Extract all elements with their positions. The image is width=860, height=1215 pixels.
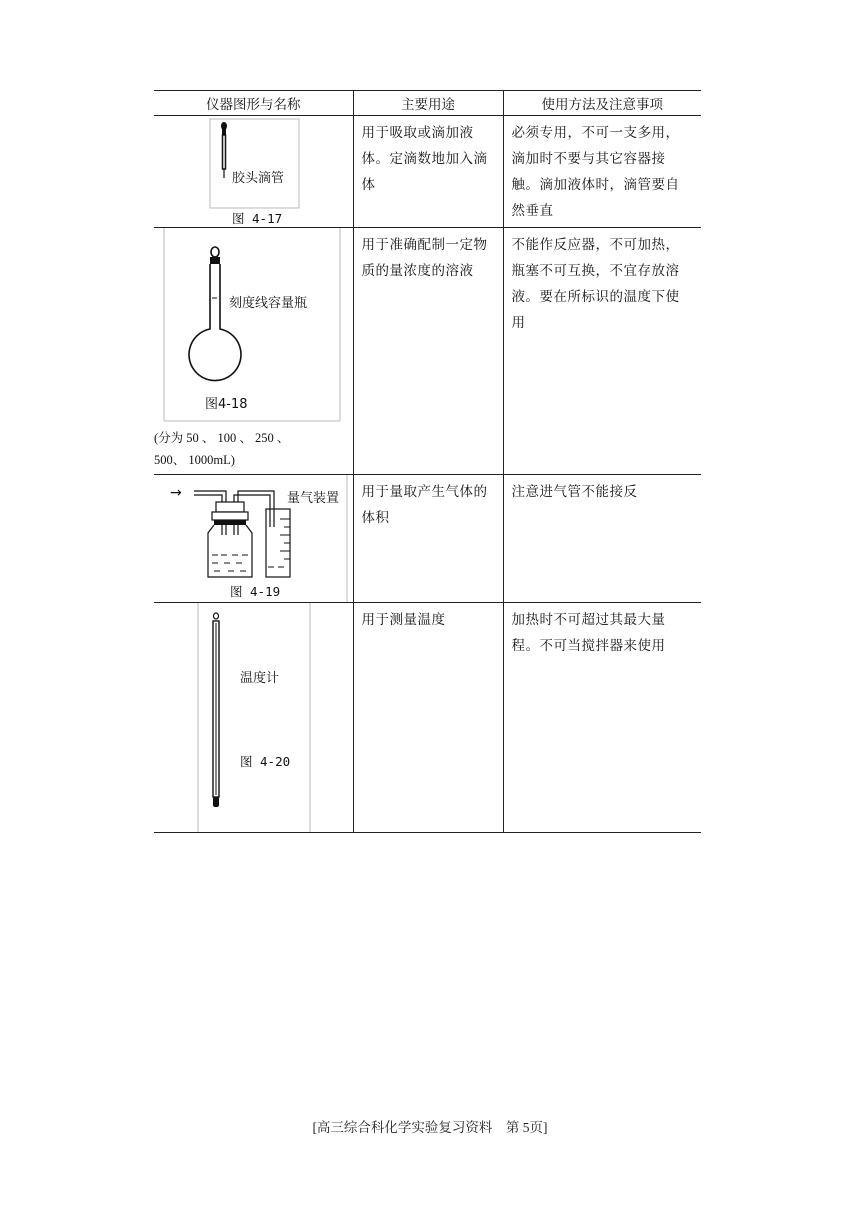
dropper-caption: 图 4-17 <box>232 211 283 226</box>
table-row-gas-apparatus <box>154 475 701 603</box>
header-use: 主要用途 <box>353 91 503 116</box>
volumetric-flask-sizes-line1: (分为 50 、 100 、 250 、 <box>154 431 290 445</box>
gas-apparatus-notes: 注意进气管不能接反 <box>503 475 701 603</box>
table-header-row <box>154 91 701 116</box>
table-row-volumetric-flask <box>154 228 701 475</box>
volumetric-flask-use: 用于准确配制一定物质的量浓度的溶液 <box>353 228 503 475</box>
volumetric-flask-notes: 不能作反应器，不可加热，瓶塞不可互换，不宜存放溶液。要在所标识的温度下使用 <box>503 228 701 475</box>
gas-apparatus-use: 用于量取产生气体的体积 <box>353 475 503 603</box>
figure-cell-thermometer <box>154 603 353 833</box>
header-instrument: 仪器图形与名称 <box>154 91 353 116</box>
gas-apparatus-caption: 图 4-19 <box>230 584 281 599</box>
gas-inlet-arrow: → <box>170 485 182 501</box>
figure-cell-gas-apparatus <box>154 475 353 603</box>
volumetric-flask-sizes-line2: 500、 1000mL) <box>154 453 235 467</box>
dropper-notes: 必须专用，不可一支多用，滴加时不要与其它容器接触。滴加液体时，滴管要自然垂直 <box>503 116 701 228</box>
table-row-dropper <box>154 116 701 228</box>
thermometer-figure <box>154 603 353 832</box>
volumetric-flask-label: 刻度线容量瓶 <box>229 296 308 311</box>
dropper-label: 胶头滴管 <box>232 171 285 186</box>
figure-cell-volumetric-flask <box>154 228 353 475</box>
page-footer: [高三综合科化学实验复习资料 第 5页] <box>312 1120 548 1135</box>
instrument-table <box>154 90 701 833</box>
header-notes: 使用方法及注意事项 <box>503 91 701 116</box>
gas-apparatus-label: 量气装置 <box>287 491 340 506</box>
thermometer-label: 温度计 <box>240 671 280 686</box>
dropper-use: 用于吸取或滴加液体。定滴数地加入滴体 <box>353 116 503 228</box>
figure-cell-dropper <box>154 116 353 228</box>
thermometer-use: 用于测量温度 <box>353 603 503 833</box>
thermometer-notes: 加热时不可超过其最大量程。不可当搅拌器来使用 <box>503 603 701 833</box>
table-row-thermometer <box>154 603 701 833</box>
thermometer-caption: 图 4-20 <box>240 754 291 769</box>
volumetric-flask-caption: 图4-18 <box>205 397 248 412</box>
